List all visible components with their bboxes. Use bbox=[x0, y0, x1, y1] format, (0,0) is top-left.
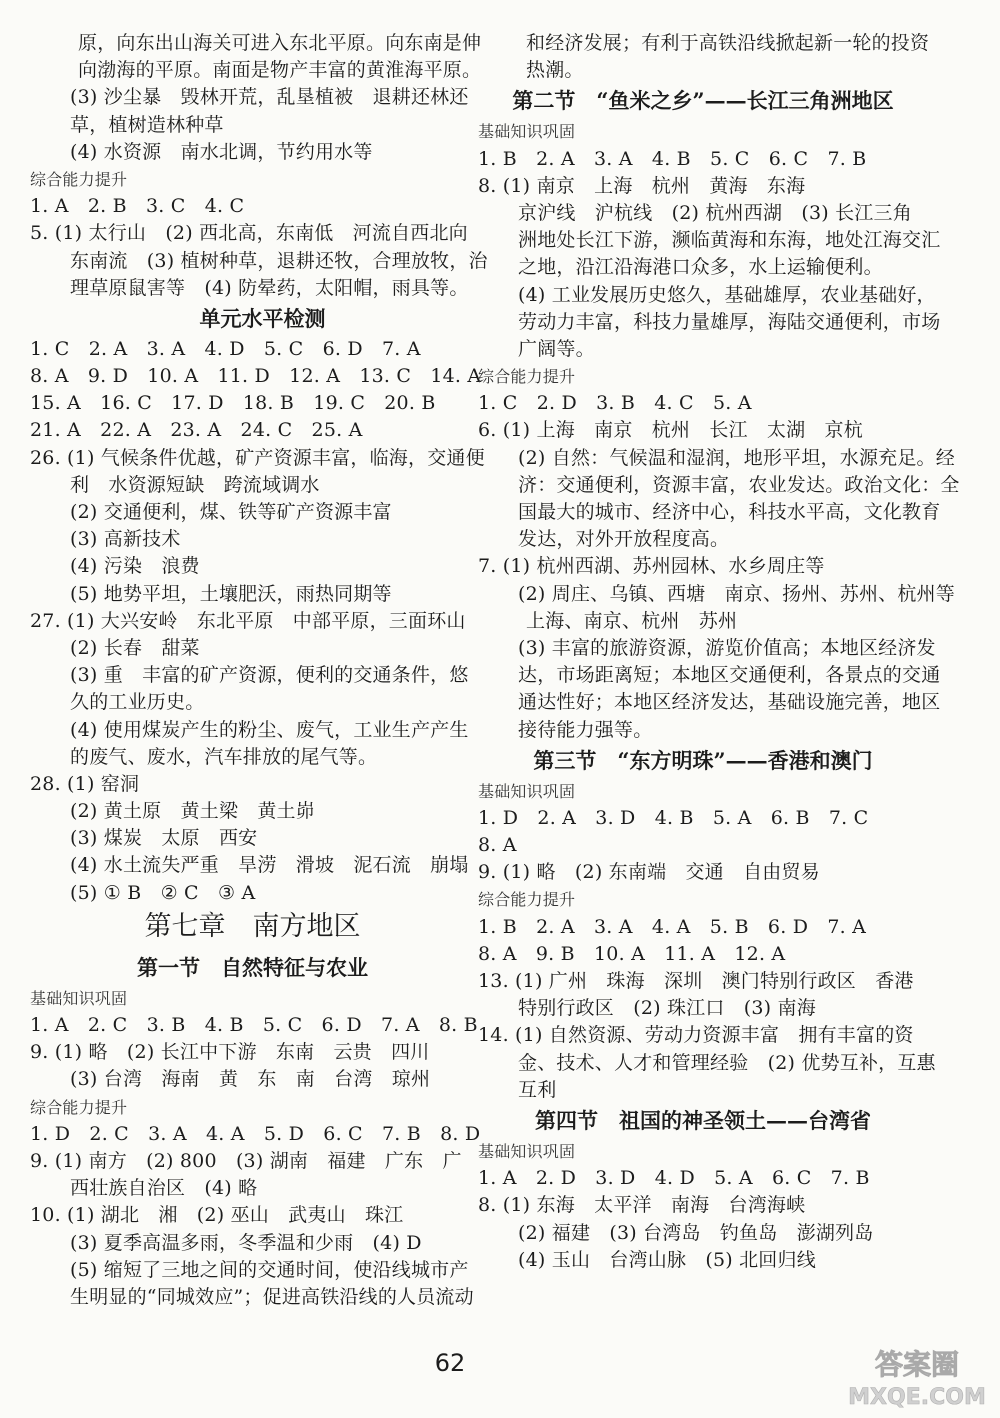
chapter-heading: 第七章 南方地区 bbox=[144, 910, 361, 942]
answer-line: (4) 玉山 台湾山脉 (5) 北回归线 bbox=[518, 1248, 816, 1271]
answer-line: 21. A 22. A 23. A 24. C 25. A bbox=[30, 419, 363, 442]
answer-line: 8. A bbox=[478, 834, 517, 857]
answer-line: 1. C 2. A 3. A 4. D 5. C 6. D 7. A bbox=[30, 337, 421, 360]
answer-line: 国最大的城市、经济中心，科技水平高，文化教育 bbox=[518, 501, 941, 523]
answer-line: 8. (1) 东海 太平洋 南海 台湾海峡 bbox=[478, 1194, 806, 1217]
answer-line: 8. A 9. B 10. A 11. A 12. A bbox=[478, 942, 786, 965]
answer-line: 之地，沿江沿海港口众多，水上运输便利。 bbox=[518, 256, 883, 279]
answer-line: 原，向东出山海关可进入东北平原。向东南是伸 bbox=[78, 32, 482, 54]
watermark-logo-text: 答案圈 bbox=[874, 1348, 960, 1381]
answer-line: 洲地处长江下游，濒临黄海和东海，地处江海交汇 bbox=[518, 229, 941, 252]
answer-line: (2) 周庄、乌镇、西塘 南京、扬州、苏州、杭州等 bbox=[518, 582, 955, 605]
answer-line: 生明显的“同城效应”；促进高铁沿线的人员流动 bbox=[70, 1285, 474, 1308]
answer-line: 理草原鼠害等 (4) 防晕药，太阳帽，雨具等。 bbox=[70, 276, 469, 299]
answer-line: 8. A 9. D 10. A 11. D 12. A 13. C 14. A bbox=[30, 365, 482, 388]
answer-line: 接待能力强等。 bbox=[518, 718, 653, 741]
answer-line: 14. (1) 自然资源、劳动力资源丰富 拥有丰富的资 bbox=[478, 1024, 914, 1047]
answer-line: 9. (1) 略 (2) 长江中下游 东南 云贵 四川 bbox=[30, 1041, 430, 1064]
answer-line: 5. (1) 太行山 (2) 西北高，东南低 河流自西北向 bbox=[30, 222, 468, 245]
answer-line: 1. B 2. A 3. A 4. A 5. B 6. D 7. A bbox=[478, 915, 867, 938]
answer-line: (2) 长春 甜菜 bbox=[70, 636, 200, 659]
answer-line: (3) 台湾 海南 黄 东 南 台湾 琼州 bbox=[70, 1068, 431, 1091]
unit-test-heading: 单元水平检测 bbox=[199, 305, 326, 331]
answer-line: (3) 丰富的旅游资源，游览价值高；本地区经济发 bbox=[518, 636, 936, 659]
answer-line: 9. (1) 南方 (2) 800 (3) 湖南 福建 广东 广 bbox=[30, 1149, 462, 1172]
section-heading: 第四节 祖国的神圣领土——台湾省 bbox=[535, 1107, 871, 1133]
subsection-label: 基础知识巩固 bbox=[478, 1141, 576, 1161]
answer-line: 27. (1) 大兴安岭 东北平原 中部平原，三面环山 bbox=[30, 609, 466, 632]
answer-line: (3) 煤炭 太原 西安 bbox=[70, 827, 258, 850]
answer-line: 的废气、废水，汽车排放的尾气等。 bbox=[70, 745, 378, 768]
answer-line: (2) 黄土原 黄土梁 黄土峁 bbox=[70, 800, 315, 823]
answer-line: 1. D 2. C 3. A 4. A 5. D 6. C 7. B 8. D bbox=[30, 1122, 481, 1145]
subsection-label: 基础知识巩固 bbox=[30, 988, 128, 1008]
answer-line: 1. D 2. A 3. D 4. B 5. A 6. B 7. C bbox=[478, 806, 869, 829]
answer-line: (3) 重 丰富的矿产资源，便利的交通条件，悠 bbox=[70, 664, 469, 687]
answer-line: 利 水资源短缺 跨流域调水 bbox=[70, 473, 320, 496]
answer-line: 13. (1) 广州 珠海 深圳 澳门特别行政区 香港 bbox=[478, 970, 914, 992]
watermark-site-text: MXQE.COM bbox=[848, 1385, 986, 1410]
subsection-label: 综合能力提升 bbox=[478, 890, 576, 910]
answer-line: (2) 福建 (3) 台湾岛 钓鱼岛 澎湖列岛 bbox=[518, 1221, 874, 1244]
answer-line: 8. (1) 南京 上海 杭州 黄海 东海 bbox=[478, 174, 806, 197]
answer-line: 东南流 (3) 植树种草，退耕还牧，合理放牧，治 bbox=[70, 249, 488, 272]
answer-line: (4) 水土流失严重 旱涝 滑坡 泥石流 崩塌 bbox=[70, 854, 469, 877]
answer-line: 28. (1) 窑洞 bbox=[30, 772, 140, 795]
answer-line: 6. (1) 上海 南京 杭州 长江 太湖 京杭 bbox=[478, 419, 863, 442]
subsection-label: 综合能力提升 bbox=[478, 367, 576, 387]
answer-line: 1. B 2. A 3. A 4. B 5. C 6. C 7. B bbox=[478, 147, 867, 170]
section-heading: 第一节 自然特征与农业 bbox=[137, 954, 368, 980]
answer-line: 劳动力丰富，科技力量雄厚，海陆交通便利，市场 bbox=[518, 310, 941, 333]
subsection-label: 基础知识巩固 bbox=[478, 122, 576, 142]
answer-line: (3) 夏季高温多雨，冬季温和少雨 (4) D bbox=[70, 1231, 422, 1254]
answer-line: 热潮。 bbox=[526, 59, 584, 82]
answer-line: 15. A 16. C 17. D 18. B 19. C 20. B bbox=[30, 392, 436, 415]
answer-line: 达，市场距离短；本地区交通便利，各景点的交通 bbox=[518, 664, 941, 687]
answer-line: (2) 自然：气候温和湿润，地形平坦，水源充足。经 bbox=[518, 446, 955, 469]
answer-line: 10. (1) 湖北 湘 (2) 巫山 武夷山 珠江 bbox=[30, 1204, 404, 1227]
answer-line: 京沪线 沪杭线 (2) 杭州西湖 (3) 长江三角 bbox=[518, 201, 912, 224]
answer-line: (5) 地势平坦，土壤肥沃，雨热同期等 bbox=[70, 582, 392, 605]
answer-line: 发达，对外开放程度高。 bbox=[518, 528, 730, 551]
answer-line: (5) ① B ② C ③ A bbox=[70, 881, 256, 904]
answer-line: 26. (1) 气候条件优越，矿产资源丰富，临海，交通便 bbox=[30, 446, 485, 469]
answer-line: 向渤海的平原。南面是物产丰富的黄淮海平原。 bbox=[78, 59, 482, 82]
answer-line: 济：交通便利，资源丰富，农业发达。政治文化：全 bbox=[518, 473, 960, 496]
answer-line: (3) 高新技术 bbox=[70, 528, 181, 551]
left-column bbox=[30, 30, 488, 1311]
answer-line: 1. A 2. D 3. D 4. D 5. A 6. C 7. B bbox=[478, 1167, 870, 1190]
answer-line: 上海、南京、杭州 苏州 bbox=[526, 609, 738, 632]
answer-line: 金、技术、人才和管理经验 (2) 优势互补，互惠 bbox=[518, 1051, 936, 1074]
answer-line: 广阔等。 bbox=[518, 337, 595, 360]
page-number: 62 bbox=[434, 1349, 466, 1377]
answer-line: (4) 水资源 南水北调，节约用水等 bbox=[70, 140, 373, 163]
subsection-label: 综合能力提升 bbox=[30, 169, 128, 189]
section-heading: 第二节 “鱼米之乡”——长江三角洲地区 bbox=[512, 88, 894, 114]
subsection-label: 综合能力提升 bbox=[30, 1097, 128, 1117]
section-heading: 第三节 “东方明珠”——香港和澳门 bbox=[533, 747, 873, 773]
answer-line: 西壮族自治区 (4) 略 bbox=[70, 1177, 258, 1200]
subsection-label: 基础知识巩固 bbox=[478, 781, 576, 801]
answer-line: (4) 工业发展历史悠久，基础雄厚，农业基础好， bbox=[518, 283, 936, 306]
answer-line: 草，植树造林种草 bbox=[70, 113, 224, 136]
right-column bbox=[478, 30, 960, 1274]
answer-line: 互利 bbox=[518, 1078, 557, 1101]
watermark-logo bbox=[842, 1342, 992, 1412]
answer-line: 通达性好；本地区经济发达，基础设施完善，地区 bbox=[518, 691, 941, 714]
answer-line: 1. A 2. B 3. C 4. C bbox=[30, 195, 245, 218]
answer-line: 特别行政区 (2) 珠江口 (3) 南海 bbox=[518, 997, 816, 1020]
answer-line: 1. A 2. C 3. B 4. B 5. C 6. D 7. A 8. B bbox=[30, 1014, 478, 1036]
answer-line: (4) 使用煤炭产生的粉尘、废气，工业生产产生 bbox=[70, 718, 469, 741]
answer-line: (5) 缩短了三地之间的交通时间，使沿线城市产 bbox=[70, 1258, 469, 1281]
answer-line: (3) 沙尘暴 毁林开荒，乱垦植被 退耕还林还 bbox=[70, 86, 469, 109]
answer-line: 久的工业历史。 bbox=[70, 691, 205, 714]
watermark-graphic bbox=[842, 1342, 992, 1412]
answer-line: 9. (1) 略 (2) 东南端 交通 自由贸易 bbox=[478, 861, 820, 884]
answer-line: (2) 交通便利，煤、铁等矿产资源丰富 bbox=[70, 501, 392, 523]
answer-line: 和经济发展；有利于高铁沿线掀起新一轮的投资 bbox=[526, 32, 930, 54]
answer-line: 7. (1) 杭州西湖、苏州园林、水乡周庄等 bbox=[478, 555, 825, 578]
answer-line: (4) 污染 浪费 bbox=[70, 555, 200, 578]
answer-line: 1. C 2. D 3. B 4. C 5. A bbox=[478, 392, 752, 415]
